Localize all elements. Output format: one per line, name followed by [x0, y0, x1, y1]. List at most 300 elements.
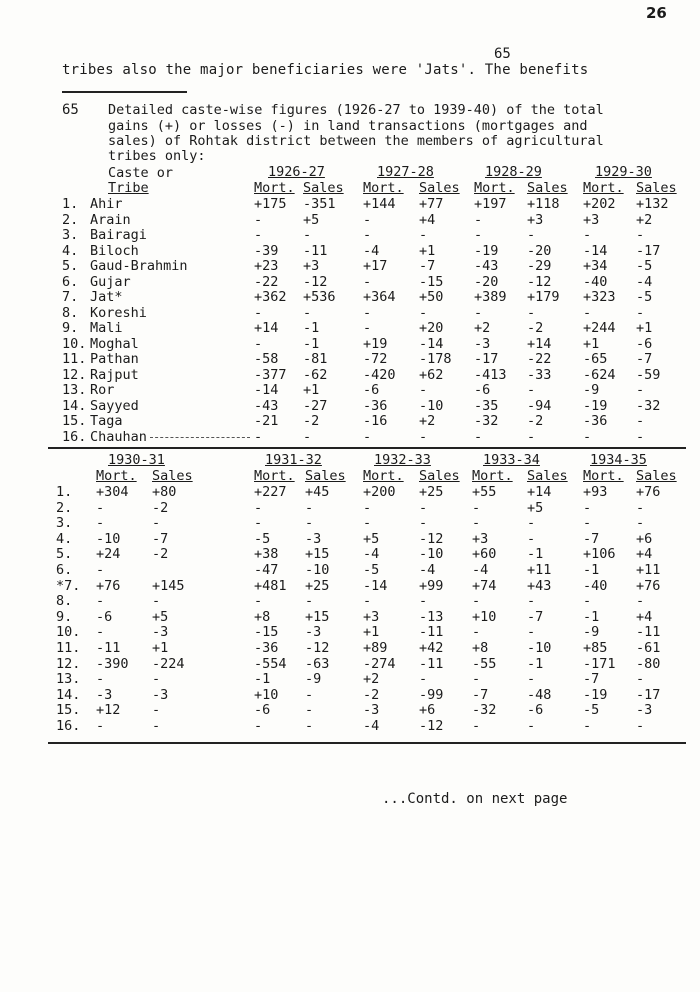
sales-value: -	[636, 499, 645, 516]
row-number: 8.	[56, 593, 73, 610]
sales-value: -12	[303, 273, 328, 290]
sales-value: -	[419, 382, 428, 398]
mort-value: +1	[363, 624, 380, 641]
mort-header: Mort.	[472, 468, 513, 484]
mort-value: +93	[583, 484, 608, 500]
mort-value: -	[96, 671, 105, 688]
mort-value: +38	[254, 546, 279, 563]
mort-header: Mort.	[254, 180, 295, 196]
sales-value: -	[527, 304, 536, 321]
row-number: 15.	[62, 413, 87, 429]
sales-value: -15	[419, 273, 444, 290]
row-number: 10.	[62, 335, 87, 352]
mort-value: -	[254, 718, 263, 734]
sales-value: -7	[636, 351, 653, 367]
sales-value: -	[527, 593, 536, 610]
mort-value: -	[96, 718, 105, 734]
mort-header: Mort.	[583, 180, 624, 196]
mort-value: +74	[472, 577, 497, 594]
row-number: 15.	[56, 702, 81, 719]
mort-value: -624	[583, 366, 616, 383]
sales-value: +15	[305, 608, 330, 625]
mort-value: -20	[474, 273, 499, 290]
mort-value: -	[363, 304, 372, 321]
mort-value: +323	[583, 289, 616, 305]
sales-value: -	[152, 515, 161, 532]
sales-value: -48	[527, 686, 552, 703]
sales-value: -	[636, 428, 645, 445]
mort-value: -36	[363, 397, 388, 414]
mort-value: +23	[254, 258, 279, 274]
mort-value: -35	[474, 397, 499, 414]
mort-value: +3	[363, 608, 380, 625]
mort-value: -5	[583, 702, 600, 719]
caste-name: Sayyed	[90, 397, 139, 414]
caste-name: Gaud-Brahmin	[90, 258, 188, 274]
row-number: 9.	[62, 320, 79, 336]
sales-value: +132	[636, 196, 669, 212]
sales-value: +62	[419, 366, 444, 383]
mort-value: -	[363, 320, 372, 336]
mort-value: -40	[583, 577, 608, 594]
sales-value: -	[636, 227, 645, 243]
continued-note: ...Contd. on next page	[382, 791, 568, 807]
sales-value: -62	[303, 366, 328, 383]
sales-value: -	[527, 624, 536, 641]
mort-value: -36	[254, 640, 279, 656]
mort-value: -420	[363, 366, 396, 383]
sales-value: -29	[527, 258, 552, 274]
mort-value: +85	[583, 640, 608, 656]
mort-value: -	[363, 227, 372, 243]
mort-header: Mort.	[96, 468, 137, 484]
mort-value: +244	[583, 320, 616, 336]
row-number: 10.	[56, 624, 81, 641]
year-header: 1934-35	[590, 452, 647, 468]
sales-value: -6	[636, 335, 653, 352]
row-number: *7.	[56, 577, 81, 594]
mort-value: +2	[363, 671, 380, 688]
sales-value: -32	[636, 397, 661, 414]
mort-value: -	[583, 428, 592, 445]
mort-header: Mort.	[363, 180, 404, 196]
caste-name: Biloch	[90, 242, 139, 259]
sales-value: -	[152, 671, 161, 688]
sales-value: -4	[419, 562, 436, 578]
sales-value: -3	[636, 702, 653, 719]
mort-value: -	[472, 593, 481, 610]
mort-value: -19	[583, 397, 608, 414]
mort-value: -16	[363, 413, 388, 429]
mort-value: +481	[254, 577, 287, 594]
sales-value: +6	[636, 530, 653, 547]
mort-value: +14	[254, 320, 279, 336]
mort-value: -6	[254, 702, 271, 719]
year-header: 1926-27	[268, 164, 325, 180]
sales-value: -	[152, 702, 161, 719]
mort-value: -7	[472, 686, 489, 703]
mort-value: -9	[583, 382, 600, 398]
sales-value: -	[636, 413, 645, 429]
row-number: 3.	[62, 227, 79, 243]
sales-value: -14	[419, 335, 444, 352]
sales-value: -	[305, 499, 314, 516]
sales-value: +2	[419, 413, 436, 429]
sales-value: -2	[152, 499, 169, 516]
mort-value: -3	[474, 335, 491, 352]
sales-value: -	[152, 718, 161, 734]
mort-value: -5	[254, 530, 271, 547]
sales-header: Sales	[303, 180, 344, 196]
sales-value: -	[636, 515, 645, 532]
sales-value: -11	[419, 655, 444, 672]
sales-value: -	[419, 499, 428, 516]
sales-value: -12	[419, 718, 444, 734]
sales-value: -351	[303, 196, 336, 212]
sales-value: -10	[419, 397, 444, 414]
mort-value: +389	[474, 289, 507, 305]
footnote-separator	[62, 91, 187, 93]
sales-value: +1	[152, 640, 169, 656]
table-bottom-rule	[48, 742, 686, 744]
mort-value: +19	[363, 335, 388, 352]
sales-value: -10	[305, 562, 330, 578]
sales-value: +3	[303, 258, 320, 274]
sales-value: +76	[636, 484, 661, 500]
mort-value: -171	[583, 655, 616, 672]
mort-value: +17	[363, 258, 388, 274]
sales-value: +50	[419, 289, 444, 305]
mort-value: +55	[472, 484, 497, 500]
mort-header: Mort.	[583, 468, 624, 484]
year-header: 1929-30	[595, 164, 652, 180]
mort-value: -	[583, 304, 592, 321]
mort-value: -	[363, 273, 372, 290]
mort-value: -	[96, 499, 105, 516]
caste-name: Arain	[90, 211, 131, 228]
sales-value: +25	[305, 577, 330, 594]
mort-value: +12	[96, 702, 121, 719]
mort-value: -6	[96, 608, 113, 625]
sales-value: -1	[527, 546, 544, 563]
sales-value: -61	[636, 640, 661, 656]
sales-value: -3	[305, 530, 322, 547]
mort-value: -65	[583, 351, 608, 367]
sales-value: -7	[419, 258, 436, 274]
mort-value: -3	[363, 702, 380, 719]
mort-value: +3	[583, 211, 600, 228]
sales-value: +5	[152, 608, 169, 625]
sales-value: -	[305, 515, 314, 532]
mort-value: -32	[472, 702, 497, 719]
sales-value: +118	[527, 196, 560, 212]
sales-value: +99	[419, 577, 444, 594]
mort-value: -	[254, 335, 263, 352]
mort-value: -39	[254, 242, 279, 259]
mort-value: -	[254, 515, 263, 532]
sales-value: +4	[419, 211, 436, 228]
sales-value: -9	[305, 671, 322, 688]
row-number: 16.	[62, 428, 87, 445]
sales-header: Sales	[636, 180, 677, 196]
mort-value: -14	[363, 577, 388, 594]
mort-value: -	[254, 227, 263, 243]
mort-value: -	[254, 499, 263, 516]
sales-value: -	[303, 304, 312, 321]
mort-value: -	[474, 211, 483, 228]
row-number: 4.	[56, 530, 73, 547]
footnote-line: tribes only:	[108, 148, 206, 164]
year-header: 1930-31	[108, 452, 165, 468]
mort-value: -19	[583, 686, 608, 703]
mort-value: -377	[254, 366, 287, 383]
mort-value: +106	[583, 546, 616, 563]
sales-value: -12	[527, 273, 552, 290]
sales-value: -	[527, 428, 536, 445]
row-number: 4.	[62, 242, 79, 259]
mort-value: -1	[583, 608, 600, 625]
mort-value: +362	[254, 289, 287, 305]
caste-name: Bairagi	[90, 227, 147, 243]
sales-header: Sales	[527, 468, 568, 484]
sales-value: -17	[636, 242, 661, 259]
sales-value: -11	[636, 624, 661, 641]
sales-value: -81	[303, 351, 328, 367]
mort-value: -21	[254, 413, 279, 429]
mort-value: -43	[474, 258, 499, 274]
mort-value: -58	[254, 351, 279, 367]
sales-value: +2	[636, 211, 653, 228]
row-number: 6.	[62, 273, 79, 290]
mort-value: -55	[472, 655, 497, 672]
sales-value: -63	[305, 655, 330, 672]
sales-value: -3	[152, 624, 169, 641]
sales-value: -224	[152, 655, 185, 672]
mort-value: -	[254, 211, 263, 228]
row-number: 9.	[56, 608, 73, 625]
mort-value: +144	[363, 196, 396, 212]
caste-name: Gujar	[90, 273, 131, 290]
mort-value: -72	[363, 351, 388, 367]
mort-header: Mort.	[474, 180, 515, 196]
sales-value: -11	[419, 624, 444, 641]
mort-value: -11	[96, 640, 121, 656]
row-number: 11.	[62, 351, 87, 367]
sales-value: +5	[527, 499, 544, 516]
mort-value: -4	[363, 718, 380, 734]
row-number: 11.	[56, 640, 81, 656]
footnote-number: 65	[62, 102, 79, 118]
sales-value: -	[303, 428, 312, 445]
row-number: 13.	[62, 382, 87, 398]
sales-value: -6	[527, 702, 544, 719]
sales-value: -12	[419, 530, 444, 547]
sales-value: -1	[527, 655, 544, 672]
row-number: 14.	[62, 397, 87, 414]
caste-name: Pathan	[90, 351, 139, 367]
row-number: 12.	[62, 366, 87, 383]
caste-name: Ror	[90, 382, 115, 398]
mort-value: +8	[472, 640, 489, 656]
sales-value: -	[527, 382, 536, 398]
mort-value: -5	[363, 562, 380, 578]
row-number: 2.	[62, 211, 79, 228]
mort-value: -36	[583, 413, 608, 429]
mort-value: -	[363, 211, 372, 228]
sales-value: +3	[527, 211, 544, 228]
sales-value: -	[636, 671, 645, 688]
mort-value: -	[254, 593, 263, 610]
sales-value: -80	[636, 655, 661, 672]
mort-value: -	[474, 304, 483, 321]
row-number: 8.	[62, 304, 79, 321]
sales-value: +14	[527, 335, 552, 352]
mort-value: -	[254, 428, 263, 445]
mort-header: Mort.	[254, 468, 295, 484]
caste-name: Rajput	[90, 366, 139, 383]
sales-header: Sales	[636, 468, 677, 484]
sales-value: +1	[419, 242, 436, 259]
mort-value: -7	[583, 671, 600, 688]
sales-value: +42	[419, 640, 444, 656]
mort-value: +34	[583, 258, 608, 274]
mort-value: -	[474, 227, 483, 243]
mort-value: -274	[363, 655, 396, 672]
mort-value: -1	[583, 562, 600, 578]
sales-value: -	[305, 686, 314, 703]
mort-value: -	[583, 593, 592, 610]
sales-value: -2	[303, 413, 320, 429]
sales-value: +43	[527, 577, 552, 594]
sales-value: -3	[152, 686, 169, 703]
sales-value: -13	[419, 608, 444, 625]
year-header: 1931-32	[265, 452, 322, 468]
sales-value: +4	[636, 546, 653, 563]
mort-value: -4	[363, 546, 380, 563]
row-header-caste: Caste or	[108, 165, 174, 181]
mort-value: -47	[254, 562, 279, 578]
sales-value: -22	[527, 351, 552, 367]
sales-value: +6	[419, 702, 436, 719]
mort-value: -14	[254, 382, 279, 398]
mort-value: +8	[254, 608, 271, 625]
sales-value: +76	[636, 577, 661, 594]
sales-value: +77	[419, 196, 444, 212]
mort-value: -	[583, 227, 592, 243]
sales-value: -	[636, 304, 645, 321]
sales-value: -94	[527, 397, 552, 414]
year-header: 1932-33	[374, 452, 431, 468]
sales-value: -2	[152, 546, 169, 563]
mort-value: +1	[583, 335, 600, 352]
sales-header: Sales	[419, 180, 460, 196]
sales-value: -99	[419, 686, 444, 703]
sales-value: -5	[636, 258, 653, 274]
mort-value: -	[583, 718, 592, 734]
sales-value: -11	[303, 242, 328, 259]
sales-value: -17	[636, 686, 661, 703]
sales-value: -	[419, 671, 428, 688]
sales-value: +45	[305, 484, 330, 500]
sales-value: +80	[152, 484, 177, 500]
mort-value: -	[254, 304, 263, 321]
mort-value: -	[472, 499, 481, 516]
mort-value: -6	[363, 382, 380, 398]
sales-value: +25	[419, 484, 444, 500]
sales-value: +4	[636, 608, 653, 625]
row-number: 13.	[56, 671, 81, 688]
sales-value: +15	[305, 546, 330, 563]
mort-value: -15	[254, 624, 279, 641]
mort-value: -	[363, 593, 372, 610]
mort-value: -	[472, 718, 481, 734]
row-number: 5.	[62, 258, 79, 274]
mort-value: -43	[254, 397, 279, 414]
row-number: 2.	[56, 499, 73, 516]
mort-value: -3	[96, 686, 113, 703]
mort-value: -9	[583, 624, 600, 641]
mort-value: -	[96, 562, 105, 578]
mort-value: -40	[583, 273, 608, 290]
sales-header: Sales	[527, 180, 568, 196]
mort-value: +10	[254, 686, 279, 703]
mort-value: -	[583, 515, 592, 532]
sales-value: -2	[527, 320, 544, 336]
sales-value: -	[636, 593, 645, 610]
sales-value: -10	[419, 546, 444, 563]
sales-header: Sales	[305, 468, 346, 484]
mort-value: -17	[474, 351, 499, 367]
mort-value: -14	[583, 242, 608, 259]
row-number: 6.	[56, 562, 73, 578]
sales-value: +145	[152, 577, 185, 594]
sales-value: -20	[527, 242, 552, 259]
sales-value: +11	[636, 562, 661, 578]
sales-value: -33	[527, 366, 552, 383]
sales-value: -27	[303, 397, 328, 414]
year-header: 1928-29	[485, 164, 542, 180]
sales-value: -	[303, 227, 312, 243]
sales-value: -	[527, 515, 536, 532]
mort-value: +175	[254, 196, 287, 212]
sales-value: +20	[419, 320, 444, 336]
mort-value: -	[583, 499, 592, 516]
body-text: tribes also the major beneficiaries were 'Jats'. The benefits	[62, 62, 589, 78]
mort-value: -	[472, 515, 481, 532]
year-header: 1927-28	[377, 164, 434, 180]
mort-value: -22	[254, 273, 279, 290]
footnote-reference: 65	[494, 46, 511, 62]
sales-value: -59	[636, 366, 661, 383]
mort-value: +304	[96, 484, 129, 500]
page-number: 26	[646, 4, 667, 22]
sales-value: -	[419, 304, 428, 321]
mort-value: +200	[363, 484, 396, 500]
sales-value: +179	[527, 289, 560, 305]
mort-header: Mort.	[363, 468, 404, 484]
mort-value: +76	[96, 577, 121, 594]
mort-value: +24	[96, 546, 121, 563]
caste-name: Mali	[90, 320, 123, 336]
mort-value: +364	[363, 289, 396, 305]
row-header-tribe: Tribe	[108, 180, 149, 196]
mort-value: -2	[363, 686, 380, 703]
mort-value: -	[474, 428, 483, 445]
mort-value: -6	[474, 382, 491, 398]
sales-value: -	[636, 382, 645, 398]
sales-value: -2	[527, 413, 544, 429]
sales-value: -	[419, 428, 428, 445]
